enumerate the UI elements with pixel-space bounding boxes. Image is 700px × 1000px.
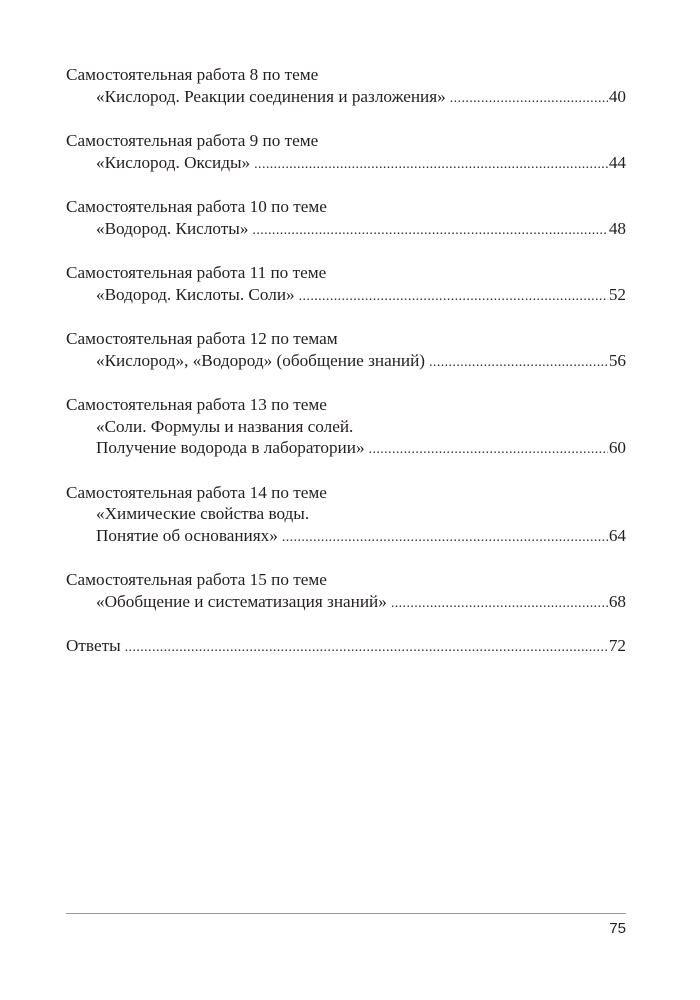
dot-leader xyxy=(391,593,608,615)
dot-leader xyxy=(254,154,608,176)
toc-entry-title: «Кислород. Оксиды» xyxy=(96,152,251,172)
page-number: 75 xyxy=(609,920,626,937)
dot-leader xyxy=(299,286,608,308)
dot-leader xyxy=(450,88,608,110)
toc-entry-title-line: «Соли. Формулы и названия солей. xyxy=(96,416,354,436)
toc-entry-title: «Водород. Кислоты. Соли» xyxy=(96,284,295,304)
toc-entry-heading: Самостоятельная работа 8 по теме xyxy=(66,65,319,84)
toc-entry-answers[interactable] xyxy=(66,635,626,659)
toc-page-number: 60 xyxy=(608,438,626,457)
dot-leader xyxy=(429,352,608,374)
toc-answers-label: Ответы xyxy=(66,636,121,655)
toc-entry-title: «Кислород», «Водород» (обобщение знаний) xyxy=(96,350,426,370)
toc-page-number: 68 xyxy=(608,591,626,611)
toc-entry[interactable] xyxy=(66,394,626,461)
toc-entry-heading: Самостоятельная работа 12 по темам xyxy=(66,329,338,348)
table-of-contents xyxy=(66,64,626,680)
toc-page-number: 56 xyxy=(608,350,626,370)
toc-page-number: 52 xyxy=(608,284,626,304)
toc-entry-title: «Обобщение и систематизация знаний» xyxy=(96,591,387,611)
dot-leader xyxy=(369,439,608,461)
footer-divider xyxy=(66,913,626,914)
toc-entry[interactable] xyxy=(66,569,626,614)
toc-entry[interactable] xyxy=(66,262,626,307)
toc-entry[interactable] xyxy=(66,130,626,175)
toc-entry-heading: Самостоятельная работа 15 по теме xyxy=(66,570,327,589)
toc-entry[interactable] xyxy=(66,64,626,109)
toc-entry-title: Получение водорода в лаборатории» xyxy=(96,438,365,457)
toc-page-number: 40 xyxy=(608,86,626,106)
toc-entry-heading: Самостоятельная работа 13 по теме xyxy=(66,395,327,414)
toc-entry-title-line: «Химические свойства воды. xyxy=(96,504,310,523)
toc-page-number: 44 xyxy=(608,152,626,172)
toc-entry-heading: Самостоятельная работа 14 по теме xyxy=(66,482,327,502)
toc-entry-title: «Кислород. Реакции соединения и разложения» xyxy=(96,86,446,106)
dot-leader xyxy=(252,220,607,242)
toc-entry-heading: Самостоятельная работа 11 по теме xyxy=(66,263,327,282)
toc-entry-heading: Самостоятельная работа 9 по теме xyxy=(66,131,319,150)
toc-entry-title: Понятие об основаниях» xyxy=(96,525,278,545)
toc-entry[interactable] xyxy=(66,328,626,373)
toc-entry-title: «Водород. Кислоты» xyxy=(96,218,249,238)
toc-page-number: 72 xyxy=(608,636,626,655)
toc-entry[interactable] xyxy=(66,482,626,549)
toc-entry[interactable] xyxy=(66,196,626,241)
dot-leader xyxy=(282,527,608,549)
toc-page-number: 64 xyxy=(608,525,626,545)
toc-page-number: 48 xyxy=(608,218,626,238)
dot-leader xyxy=(125,637,608,659)
toc-entry-heading: Самостоятельная работа 10 по теме xyxy=(66,197,327,216)
